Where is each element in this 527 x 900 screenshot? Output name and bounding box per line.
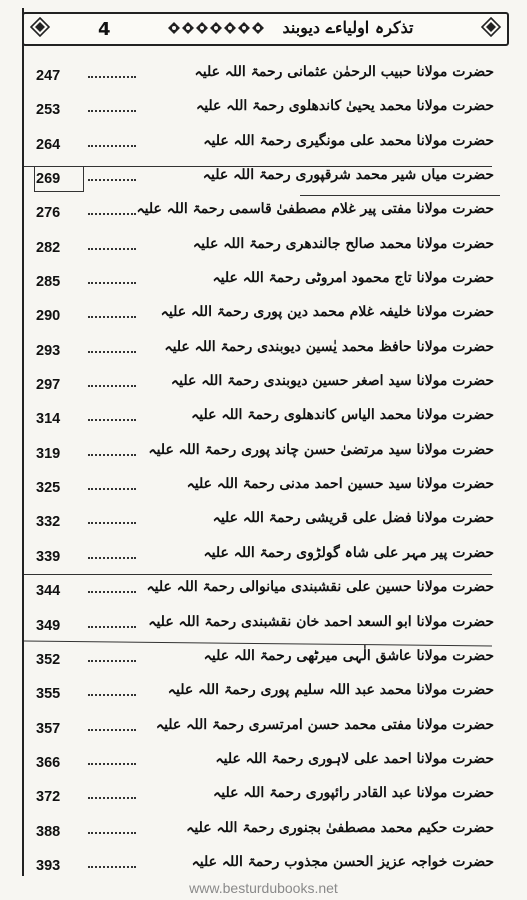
leader-dots xyxy=(88,345,136,353)
toc-entry xyxy=(24,163,502,197)
toc-entry xyxy=(24,747,502,781)
page-number: 290 xyxy=(36,308,61,325)
running-header xyxy=(22,12,509,46)
corner-ornament-icon xyxy=(30,17,50,37)
entry-title: حضرت مولانا احمد علی لاہوری رحمۃ اللہ علیہ xyxy=(215,750,494,767)
leader-dots xyxy=(88,276,136,284)
entry-title: حضرت مولانا خلیفہ غلام محمد دین پوری رحمۃ اللہ علیہ xyxy=(160,304,494,321)
toc-entry xyxy=(24,335,502,369)
leader-dots xyxy=(88,654,136,662)
leader-dots xyxy=(88,413,136,421)
page-number: 282 xyxy=(36,239,61,256)
separator-line xyxy=(24,166,492,167)
toc-entry xyxy=(24,369,502,403)
leader-dots xyxy=(88,139,136,147)
toc-entry xyxy=(24,300,502,334)
entry-title: حضرت مولانا سید حسین احمد مدنی رحمۃ اللہ علیہ xyxy=(186,476,494,493)
entry-title: حضرت مولانا محمد عبد اللہ سلیم پوری رحمۃ اللہ علیہ xyxy=(167,682,494,699)
page-number: 297 xyxy=(36,377,61,394)
entry-title: حضرت مولانا عاشق الٰہی میرٹھی رحمۃ اللہ علیہ xyxy=(203,647,494,664)
page-number: 276 xyxy=(36,205,61,222)
page-number: 352 xyxy=(36,651,61,668)
toc-entry xyxy=(24,266,502,300)
entry-title: حضرت پیر مہر علی شاہ گولڑوی رحمۃ اللہ علیہ xyxy=(203,544,494,561)
entry-title: حضرت مولانا حافظ محمد یٰسین دیوبندی رحمۃ اللہ علیہ xyxy=(164,338,494,355)
leader-dots xyxy=(88,723,136,731)
entry-title: حضرت مولانا مفتی پیر غلام مصطفیٰ قاسمی رحمۃ اللہ علیہ xyxy=(136,201,494,218)
leader-dots xyxy=(88,516,136,524)
entry-title: حضرت حکیم محمد مصطفیٰ بجنوری رحمۃ اللہ علیہ xyxy=(186,819,494,836)
toc-entry xyxy=(24,678,502,712)
page-number: 247 xyxy=(36,68,61,84)
leader-dots xyxy=(88,310,136,318)
handwritten-underline xyxy=(300,195,500,196)
toc-entry xyxy=(24,129,502,163)
entry-title: حضرت خواجہ عزیز الحسن مجذوب رحمۃ اللہ علیہ xyxy=(191,853,494,870)
leader-dots xyxy=(88,688,136,696)
leader-dots xyxy=(88,620,136,628)
leader-dots xyxy=(88,551,136,559)
page-number: 393 xyxy=(36,857,61,874)
entry-title: حضرت مولانا عبد القادر رائپوری رحمۃ اللہ علیہ xyxy=(213,785,494,802)
toc-entry xyxy=(24,472,502,506)
leader-dots xyxy=(88,826,136,834)
page-number: 388 xyxy=(36,823,61,840)
toc-entry xyxy=(24,610,502,644)
page-number: 285 xyxy=(36,274,61,291)
watermark: www.besturdubooks.net xyxy=(189,880,338,896)
toc-entry xyxy=(24,506,502,540)
separator-line xyxy=(24,574,492,575)
toc-entry xyxy=(24,644,502,678)
page-number: 332 xyxy=(36,514,61,531)
page-number: 372 xyxy=(36,789,61,806)
toc-entry xyxy=(24,403,502,437)
page-number: 264 xyxy=(36,136,61,153)
corner-ornament-icon xyxy=(481,17,501,37)
entry-title: حضرت میاں شیر محمد شرقپوری رحمۃ اللہ علیہ xyxy=(202,167,494,184)
page-number: 314 xyxy=(36,411,61,428)
leader-dots xyxy=(88,173,136,181)
entry-title: حضرت مولانا محمد صالح جالندھری رحمۃ اللہ علیہ xyxy=(192,235,494,252)
table-of-contents xyxy=(24,60,502,884)
toc-entry xyxy=(24,541,502,575)
entry-title: حضرت مولانا مفتی محمد حسن امرتسری رحمۃ اللہ علیہ xyxy=(155,716,494,733)
toc-entry xyxy=(24,197,502,231)
entry-title: حضرت مولانا محمد الیاس کاندھلوی رحمۃ اللہ علیہ xyxy=(191,407,494,424)
leader-dots xyxy=(88,860,136,868)
leader-dots xyxy=(88,757,136,765)
toc-entry xyxy=(24,816,502,850)
entry-title: حضرت مولانا محمد علی مونگیری رحمۃ اللہ علیہ xyxy=(203,132,494,149)
leader-dots xyxy=(88,242,136,250)
book-title: تذکرہ اولیاءے دیوبند xyxy=(282,18,414,37)
leader-dots xyxy=(88,379,136,387)
entry-title: حضرت مولانا ابو السعد احمد خان نقشبندی رحمۃ اللہ علیہ xyxy=(148,613,494,630)
toc-entry xyxy=(24,713,502,747)
leader-dots xyxy=(88,482,136,490)
leader-dots xyxy=(88,70,136,78)
page-number: 349 xyxy=(36,617,61,634)
page-number: 344 xyxy=(36,583,61,600)
page-number: 269 xyxy=(36,171,61,188)
page-number: 253 xyxy=(36,102,61,119)
page-number: 319 xyxy=(36,445,61,462)
toc-entry xyxy=(24,438,502,472)
toc-entry xyxy=(24,60,502,94)
leader-dots xyxy=(88,791,136,799)
page-number: 339 xyxy=(36,548,61,565)
handwritten-box xyxy=(34,166,84,192)
entry-title: حضرت مولانا تاج محمود امروٹی رحمۃ اللہ علیہ xyxy=(212,270,494,287)
leader-dots xyxy=(88,207,136,215)
toc-entry xyxy=(24,781,502,815)
page-number: 325 xyxy=(36,480,61,497)
entry-title: حضرت مولانا حبیب الرحمٰن عثمانی رحمۃ اللہ علیہ xyxy=(194,64,494,80)
leader-dots xyxy=(88,585,136,593)
entry-title: حضرت مولانا حسین علی نقشبندی میانوالی رحمۃ اللہ علیہ xyxy=(146,579,494,596)
page-number: 357 xyxy=(36,720,61,737)
toc-entry xyxy=(24,232,502,266)
entry-title: حضرت مولانا محمد یحییٰ کاندھلوی رحمۃ اللہ علیہ xyxy=(195,98,494,115)
leader-dots xyxy=(88,104,136,112)
entry-title: حضرت مولانا فضل علی قریشی رحمۃ اللہ علیہ xyxy=(212,510,494,527)
page-number: 293 xyxy=(36,342,61,359)
entry-title: حضرت مولانا سید مرتضیٰ حسن چاند پوری رحمۃ اللہ علیہ xyxy=(148,441,494,458)
page-number: 355 xyxy=(36,686,61,703)
header-page-number: 4 xyxy=(98,19,111,40)
entry-title: حضرت مولانا سید اصغر حسین دیوبندی رحمۃ اللہ علیہ xyxy=(170,373,494,390)
toc-entry xyxy=(24,94,502,128)
leader-dots xyxy=(88,448,136,456)
toc-entry xyxy=(24,575,502,609)
page-number: 366 xyxy=(36,754,61,771)
